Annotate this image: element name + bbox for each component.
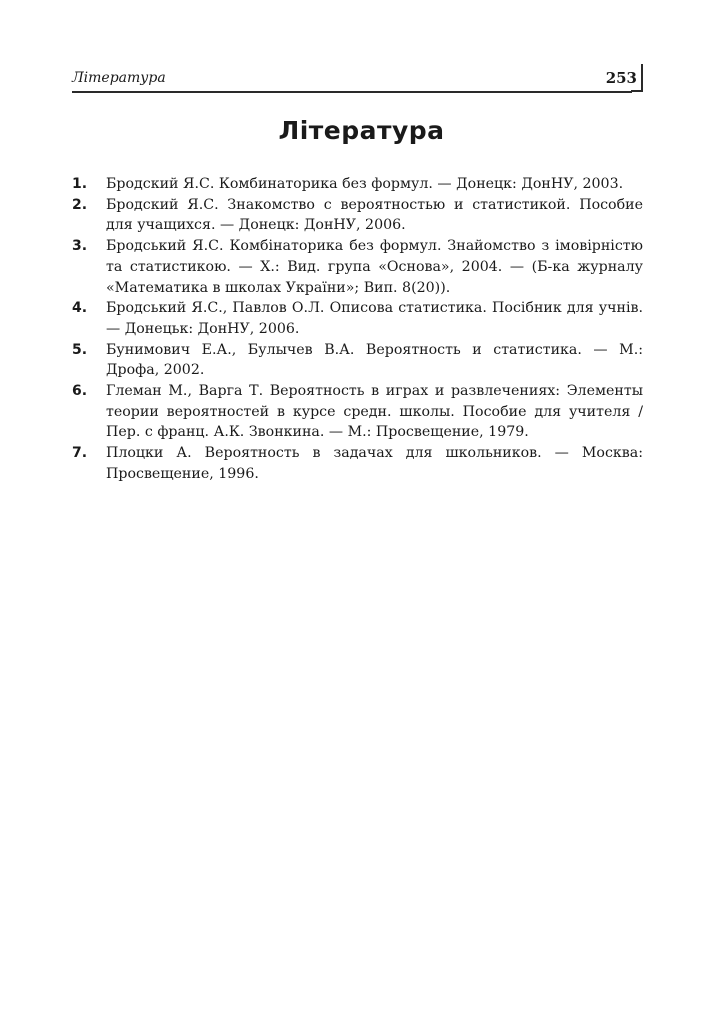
reference-number: 1. — [72, 176, 88, 192]
header-corner-tick — [631, 90, 643, 92]
header-corner-line — [641, 64, 643, 91]
reference-item — [72, 174, 643, 195]
reference-number: 2. — [72, 196, 88, 213]
header-rule — [72, 91, 632, 93]
reference-item — [72, 381, 643, 443]
reference-text: Бродський Я.С., Павлов О.Л. Описова статистика. Посібник для учнів. — Донецьк: ДонНУ, 2006. — [106, 300, 643, 337]
reference-item — [72, 443, 643, 484]
reference-number: 7. — [72, 445, 88, 462]
reference-text: Бродский Я.С. Комбинаторика без формул. — Донецк: ДонНУ, 2003. — [106, 176, 624, 192]
reference-item — [72, 340, 643, 381]
running-title: Література — [72, 70, 166, 86]
reference-text: Плоцки А. Вероятность в задачах для школьников. — Москва: Просвещение, 1996. — [106, 445, 643, 482]
reference-text: Бродский Я.С. Знакомство с вероятностью и статистикой. Пособие для учащихся. — Донецк: ДонНУ, 2006. — [106, 196, 643, 234]
reference-number: 3. — [72, 238, 88, 255]
reference-text: Бунимович Е.А., Булычев В.А. Вероятность и статистика. — М.: Дрофа, 2002. — [106, 341, 643, 379]
reference-item — [72, 195, 643, 236]
reference-text: Бродський Я.С. Комбінаторика без формул. Знайомство з імовірністю та статистикою. — Х.: Вид. група «Основа», 2004. — (Б-ка журналу «Математика в школах України»; Вип. 8(20)). — [106, 238, 643, 296]
reference-item — [72, 236, 643, 298]
chapter-title: Література — [278, 116, 445, 145]
reference-list — [72, 174, 643, 485]
reference-text: Глеман М., Варга Т. Вероятность в играх и развлечениях: Элементы теории вероятностей в курсе средн. школы. Пособие для учителя /Пер. с франц. А.К. Звонкина. — М.: Просвещение, 1979. — [106, 383, 643, 441]
reference-number: 6. — [72, 383, 88, 400]
reference-number: 4. — [72, 300, 88, 317]
running-header — [72, 64, 643, 94]
reference-number: 5. — [72, 341, 88, 358]
reference-item — [72, 298, 643, 339]
page-number: 253 — [605, 69, 637, 87]
